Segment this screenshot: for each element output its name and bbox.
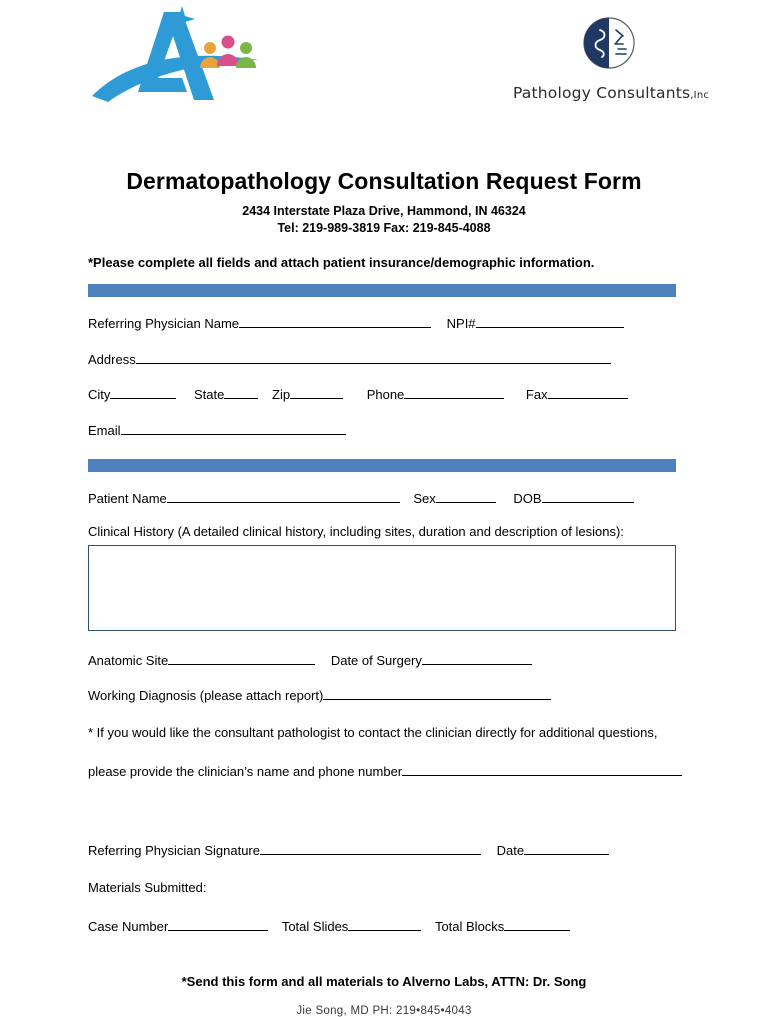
- sex-input[interactable]: [436, 489, 496, 503]
- patient-name-input[interactable]: [167, 489, 400, 503]
- anatomic-site-label: Anatomic Site: [88, 652, 169, 668]
- row-patient-name: [88, 489, 688, 508]
- physician-fields: [88, 314, 688, 439]
- clinical-history-input[interactable]: [88, 545, 676, 631]
- case-number-label: Case Number: [88, 918, 169, 934]
- pathology-consultants-wordmark: [486, 84, 736, 102]
- clinical-history-label: Clinical History (A detailed clinical history, including sites, duration and description of lesions):: [88, 523, 624, 539]
- working-diagnosis-input[interactable]: [323, 686, 551, 700]
- total-slides-input[interactable]: [348, 917, 421, 931]
- npi-label: NPI#: [446, 316, 476, 331]
- clinician-contact-input[interactable]: [402, 762, 682, 776]
- clinic-phone-fax: Tel: 219-989-3819 Fax: 219-845-4088: [277, 221, 491, 235]
- row-address: [88, 350, 688, 369]
- signature-date-input[interactable]: [524, 841, 609, 855]
- case-number-input[interactable]: [168, 917, 268, 931]
- patient-name-label: Patient Name: [88, 491, 167, 507]
- signature-date-label: Date: [496, 842, 525, 858]
- contact-note-line-1: * If you would like the consultant pathologist to contact the clinician directly for additional questions,: [88, 724, 658, 740]
- date-of-surgery-label: Date of Surgery: [330, 652, 422, 668]
- alverno-a-logo: [86, 4, 266, 108]
- total-blocks-input[interactable]: [504, 917, 570, 931]
- section-divider-physician: [88, 284, 676, 297]
- row-email: [88, 421, 688, 440]
- state-label: State: [194, 387, 225, 403]
- fax-label: Fax: [525, 387, 548, 403]
- npi-input[interactable]: [476, 314, 624, 328]
- pc-inc: ,Inc: [690, 90, 710, 101]
- row-city-state-zip: [88, 385, 688, 404]
- row-referring-physician: [88, 314, 688, 333]
- row-working-diagnosis: [88, 686, 688, 703]
- address-label: Address: [88, 351, 136, 367]
- materials-submitted-label: Materials Submitted:: [88, 879, 207, 895]
- total-slides-label: Total Slides: [281, 918, 349, 934]
- clinic-address: 2434 Interstate Plaza Drive, Hammond, IN 46324: [242, 204, 526, 218]
- dob-input[interactable]: [542, 489, 634, 503]
- working-diagnosis-label: Working Diagnosis (please attach report): [88, 687, 324, 703]
- zip-input[interactable]: [290, 385, 343, 399]
- section-divider-patient: [88, 459, 676, 472]
- row-case-counts: [88, 917, 688, 934]
- contact-note-line-2: please provide the clinician’s name and phone number: [88, 763, 403, 779]
- title-block: [0, 168, 768, 235]
- zip-label: Zip: [272, 387, 291, 403]
- signature-label: Referring Physician Signature: [88, 842, 260, 858]
- referring-physician-input[interactable]: [239, 314, 431, 328]
- phone-label: Phone: [366, 387, 405, 403]
- phone-input[interactable]: [404, 385, 504, 399]
- state-input[interactable]: [224, 385, 258, 399]
- pathology-consultants-logo: [486, 16, 736, 106]
- patient-fields: [88, 489, 688, 508]
- document-header: [0, 0, 768, 120]
- send-form-note: *Send this form and all materials to Alverno Labs, ATTN: Dr. Song: [181, 973, 587, 989]
- row-anatomic-site: [88, 651, 688, 668]
- sex-label: Sex: [413, 491, 436, 507]
- anatomic-site-input[interactable]: [168, 651, 315, 665]
- fax-input[interactable]: [548, 385, 628, 399]
- dob-label: DOB: [513, 491, 542, 507]
- row-signature: [88, 841, 688, 858]
- address-input[interactable]: [136, 350, 611, 364]
- date-of-surgery-input[interactable]: [422, 651, 532, 665]
- referring-physician-label: Referring Physician Name: [88, 316, 240, 331]
- pc-name: Pathology Consultants: [512, 84, 691, 102]
- email-label: Email: [88, 422, 121, 438]
- row-clinician-contact: [88, 762, 688, 779]
- footer-contact: Jie Song, MD PH: 219•845•4043: [296, 1004, 472, 1017]
- email-input[interactable]: [121, 421, 346, 435]
- page-title: Dermatopathology Consultation Request Form: [126, 168, 642, 194]
- microscope-circle-icon: [582, 16, 636, 70]
- city-label: City: [88, 387, 111, 403]
- instruction-text: *Please complete all fields and attach patient insurance/demographic information.: [88, 255, 595, 270]
- city-input[interactable]: [110, 385, 176, 399]
- total-blocks-label: Total Blocks: [434, 918, 505, 934]
- signature-input[interactable]: [260, 841, 481, 855]
